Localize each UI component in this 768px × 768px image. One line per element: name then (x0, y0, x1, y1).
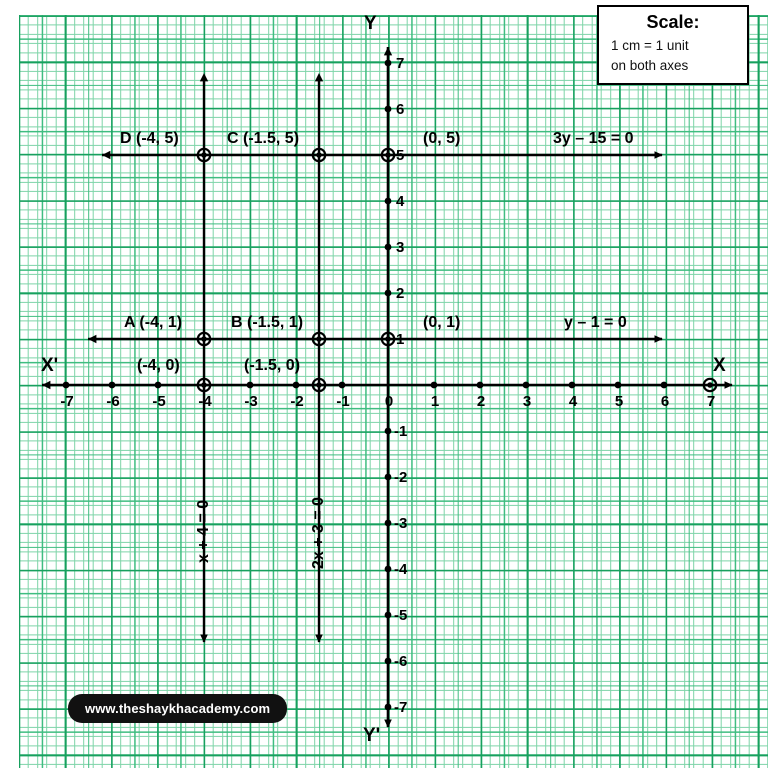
label-eq-x-plus-4: x + 4 = 0 (195, 499, 212, 563)
y-tick-4: 4 (396, 193, 405, 210)
origin-label: 0 (384, 393, 394, 410)
label-eq-y-minus-1: y – 1 = 0 (564, 314, 627, 331)
x-axis-positive-label: X (713, 355, 726, 376)
x-tick-1: 1 (430, 393, 440, 410)
y-tick-5: 5 (396, 147, 405, 164)
scale-box-title: Scale: (646, 12, 700, 32)
y-axis-positive-label: Y (364, 13, 377, 34)
y-tick--1: -1 (394, 423, 408, 440)
line-y-minus-1 (88, 335, 662, 343)
x-tick--2: -2 (290, 393, 304, 410)
y-tick-2: 2 (396, 285, 405, 302)
y-tick--2: -2 (394, 469, 408, 486)
label-point-A: A (-4, 1) (124, 314, 183, 331)
x-axis-negative-label: X' (41, 355, 59, 376)
x-tick-2: 2 (476, 393, 486, 410)
y-tick--5: -5 (394, 607, 408, 624)
y-tick-1: 1 (396, 331, 405, 348)
x-tick--7: -7 (60, 393, 74, 410)
label-point-D: D (-4, 5) (120, 130, 179, 147)
scale-box (597, 5, 749, 85)
label-point-0-1: (0, 1) (423, 314, 461, 331)
y-axis-negative-label: Y' (363, 725, 381, 746)
x-tick--4: -4 (198, 393, 212, 410)
label-point-0-5: (0, 5) (423, 130, 461, 147)
label-eq-2x-plus-3: 2x + 3 = 0 (310, 496, 327, 569)
y-tick--7: -7 (394, 699, 408, 716)
scale-box-line-2: on both axes (611, 57, 689, 73)
x-tick-3: 3 (522, 393, 532, 410)
x-tick-5: 5 (614, 393, 624, 410)
label-point-neg15-0: (-1.5, 0) (244, 357, 301, 374)
y-tick--6: -6 (394, 653, 408, 670)
label-point-B: B (-1.5, 1) (231, 314, 304, 331)
y-tick--3: -3 (394, 515, 408, 532)
label-point-C: C (-1.5, 5) (227, 130, 300, 147)
y-tick--4: -4 (394, 561, 408, 578)
x-tick-7: 7 (706, 393, 716, 410)
watermark-badge: www.theshaykhacademy.com (68, 694, 287, 723)
y-tick-3: 3 (396, 239, 405, 256)
x-tick--6: -6 (106, 393, 120, 410)
x-tick--1: -1 (336, 393, 350, 410)
label-eq-3y-minus-15: 3y – 15 = 0 (553, 130, 634, 147)
y-tick-7: 7 (396, 55, 405, 72)
x-tick--3: -3 (244, 393, 258, 410)
x-tick-6: 6 (660, 393, 670, 410)
label-point-neg4-0: (-4, 0) (137, 357, 180, 374)
x-tick--5: -5 (152, 393, 166, 410)
plotted-points (198, 149, 716, 391)
y-tick-6: 6 (396, 101, 405, 118)
x-tick-4: 4 (568, 393, 578, 410)
scale-box-line-1: 1 cm = 1 unit (611, 38, 689, 53)
